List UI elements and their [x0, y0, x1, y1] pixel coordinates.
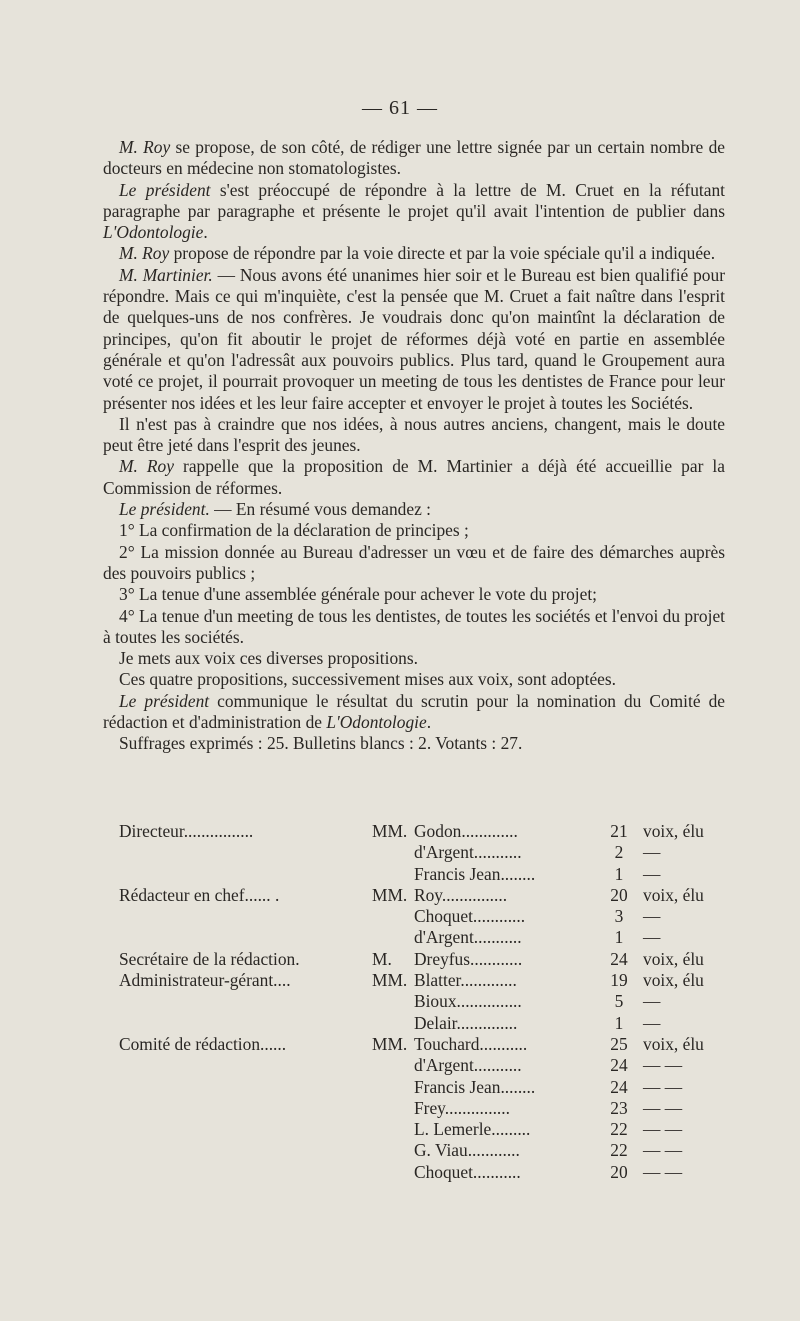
result-status: —	[643, 863, 661, 884]
result-name: d'Argent...........	[414, 1055, 522, 1076]
result-name: Francis Jean........	[414, 863, 536, 884]
result-row	[103, 1119, 728, 1140]
paragraph-tail: .	[426, 712, 432, 733]
paragraph-text: 2° La mission donnée au Bureau d'adresser un vœu et de faire des démarches auprès des pouvoirs publics ;	[103, 541, 725, 583]
result-votes: 1	[614, 927, 624, 948]
paragraph-speaker: Le président	[119, 690, 210, 711]
paragraph	[103, 180, 725, 244]
result-row	[103, 1013, 728, 1034]
result-status: —	[643, 906, 661, 927]
result-title: M.	[372, 948, 392, 969]
result-votes: 1	[614, 863, 624, 884]
result-row	[103, 949, 728, 970]
paragraph-text: rappelle que la proposition de M. Martinier a déjà été accueillie par la Commission de réformes.	[103, 456, 725, 498]
result-votes: 5	[614, 991, 624, 1012]
result-name: Touchard...........	[414, 1033, 528, 1054]
paragraph-speaker: Le président	[119, 179, 211, 200]
result-votes: 24	[610, 948, 628, 969]
result-name: Blatter.............	[414, 970, 517, 991]
result-name: Dreyfus............	[414, 948, 523, 969]
paragraph	[103, 584, 725, 605]
paragraph-text: se propose, de son côté, de rédiger une lettre signée par un certain nombre de docteurs en médecine non stomatologistes.	[103, 137, 725, 179]
result-name: Godon.............	[414, 821, 518, 841]
result-votes: 1	[614, 1012, 624, 1033]
result-name: G. Viau............	[414, 1140, 520, 1161]
result-votes: 2	[614, 842, 624, 863]
result-role: Rédacteur en chef...... .	[119, 884, 280, 905]
election-results-table	[103, 821, 728, 1183]
result-status: voix, élu	[643, 821, 704, 841]
result-name: Delair..............	[414, 1012, 518, 1033]
result-role: Secrétaire de la rédaction.	[119, 948, 300, 969]
result-status: — —	[643, 1119, 683, 1140]
result-title: MM.	[372, 970, 408, 991]
paragraph-text: 1° La confirmation de la déclaration de principes ;	[119, 520, 469, 541]
result-name: L. Lemerle.........	[414, 1119, 531, 1140]
result-name: d'Argent...........	[414, 927, 522, 948]
paragraph	[103, 137, 725, 180]
paragraph	[103, 243, 725, 264]
paragraph-text: Suffrages exprimés : 25. Bulletins blancs : 2. Votants : 27.	[119, 733, 523, 754]
result-row	[103, 1098, 728, 1119]
result-status: —	[643, 1012, 661, 1033]
result-status: — —	[643, 1055, 683, 1076]
paragraph-speaker: M. Martinier.	[119, 264, 213, 285]
journal-title: L'Odontologie	[326, 712, 427, 733]
result-status: — —	[643, 1161, 683, 1182]
paragraph-text: Ces quatre propositions, successivement mises aux voix, sont adoptées.	[119, 669, 617, 690]
result-votes: 21	[610, 821, 628, 841]
page-number: — 61 —	[362, 97, 438, 119]
result-votes: 22	[610, 1119, 628, 1140]
paragraph-tail: .	[203, 222, 208, 243]
result-title: MM.	[372, 1033, 408, 1054]
result-name: Frey...............	[414, 1097, 510, 1118]
paragraph-speaker: Le président.	[119, 499, 210, 520]
result-votes: 24	[610, 1055, 628, 1076]
result-title: MM.	[372, 884, 408, 905]
body-text	[103, 137, 725, 755]
result-name: Choquet............	[414, 906, 526, 927]
result-status: —	[643, 927, 661, 948]
paragraph	[103, 669, 725, 690]
paragraph-speaker: M. Roy	[119, 243, 170, 264]
result-votes: 20	[610, 1161, 628, 1182]
result-status: voix, élu	[643, 1033, 704, 1054]
result-name: d'Argent...........	[414, 842, 522, 863]
result-status: voix, élu	[643, 970, 704, 991]
result-status: —	[643, 842, 661, 863]
paragraph	[103, 499, 725, 520]
result-status: —	[643, 991, 661, 1012]
result-name: Choquet...........	[414, 1161, 521, 1182]
paragraph	[103, 456, 725, 499]
result-row	[103, 1077, 728, 1098]
paragraph-text: — Nous avons été unanimes hier soir et le Bureau est bien qualifié pour répondre. Mais ce qui m'inquiète, c'est la pensée que M. Cruet a fait naître dans l'esprit de quelques-uns de nos confrères. Je voudrais donc qu'on maintînt la déclaration de principes, qu'on fit aboutir le projet de réformes déjà voté en partie en assemblée générale et qu'on l'adressât aux pouvoirs publics. Plus tard, quand le Groupement aura voté ce projet, il pourrait provoquer un meeting de tous les dentistes de France pour leur présenter nos idées et les leur faire accepter et envoyer le projet à toutes les Sociétés.	[103, 264, 725, 413]
paragraph-text: — En résumé vous demandez :	[209, 499, 431, 520]
result-status: — —	[643, 1097, 683, 1118]
result-row	[103, 1034, 728, 1055]
result-row	[103, 927, 728, 948]
paragraph	[103, 414, 725, 457]
result-votes: 24	[610, 1076, 628, 1097]
paragraph-text: Je mets aux voix ces diverses propositions.	[119, 648, 418, 669]
paragraph-speaker: M. Roy	[119, 456, 174, 477]
journal-title: L'Odontologie	[103, 222, 204, 243]
result-role: Comité de rédaction......	[119, 1033, 287, 1054]
paragraph	[103, 520, 725, 541]
result-role: Directeur................	[119, 821, 254, 841]
result-title: MM.	[372, 821, 408, 841]
result-row	[103, 991, 728, 1012]
result-votes: 23	[610, 1097, 628, 1118]
result-row	[103, 842, 728, 863]
paragraph	[103, 733, 725, 754]
result-name: Francis Jean........	[414, 1076, 536, 1097]
paragraph	[103, 648, 725, 669]
paragraph-text: communique le résultat du scrutin pour la nomination du Comité de rédaction et d'administration de	[103, 690, 725, 733]
result-votes: 25	[610, 1033, 628, 1054]
paragraph-text: 3° La tenue d'une assemblée générale pour achever le vote du projet;	[119, 584, 597, 605]
result-row	[103, 1140, 728, 1161]
result-row	[103, 885, 728, 906]
paragraph	[103, 606, 725, 649]
result-status: voix, élu	[643, 948, 704, 969]
result-role: Administrateur-gérant....	[119, 970, 291, 991]
result-row	[103, 906, 728, 927]
result-votes: 19	[610, 970, 628, 991]
result-votes: 20	[610, 884, 628, 905]
result-status: voix, élu	[643, 884, 704, 905]
paragraph-text: 4° La tenue d'un meeting de tous les dentistes, de toutes les sociétés et l'envoi du projet à toutes les sociétés.	[103, 605, 725, 647]
paragraph-text: Il n'est pas à craindre que nos idées, à nous autres anciens, changent, mais le doute peut être jeté dans l'esprit des jeunes.	[103, 413, 725, 456]
result-votes: 22	[610, 1140, 628, 1161]
result-status: — —	[643, 1140, 683, 1161]
result-name: Bioux...............	[414, 991, 522, 1012]
paragraph	[103, 691, 725, 734]
result-row	[103, 1162, 728, 1183]
result-status: — —	[643, 1076, 683, 1097]
paragraph-text: propose de répondre par la voie directe et par la voie spéciale qu'il a indiquée.	[169, 243, 716, 264]
paragraph	[103, 265, 725, 414]
result-row	[103, 864, 728, 885]
result-name: Roy...............	[414, 884, 508, 905]
result-row	[103, 970, 728, 991]
result-row	[103, 821, 728, 842]
result-votes: 3	[614, 906, 624, 927]
paragraph-text: s'est préoccupé de répondre à la lettre de M. Cruet en la réfutant paragraphe par paragraphe et présente le projet qu'il avait l'intention de publier dans	[103, 179, 725, 221]
paragraph-speaker: M. Roy	[119, 137, 171, 157]
paragraph	[103, 542, 725, 585]
result-row	[103, 1055, 728, 1076]
